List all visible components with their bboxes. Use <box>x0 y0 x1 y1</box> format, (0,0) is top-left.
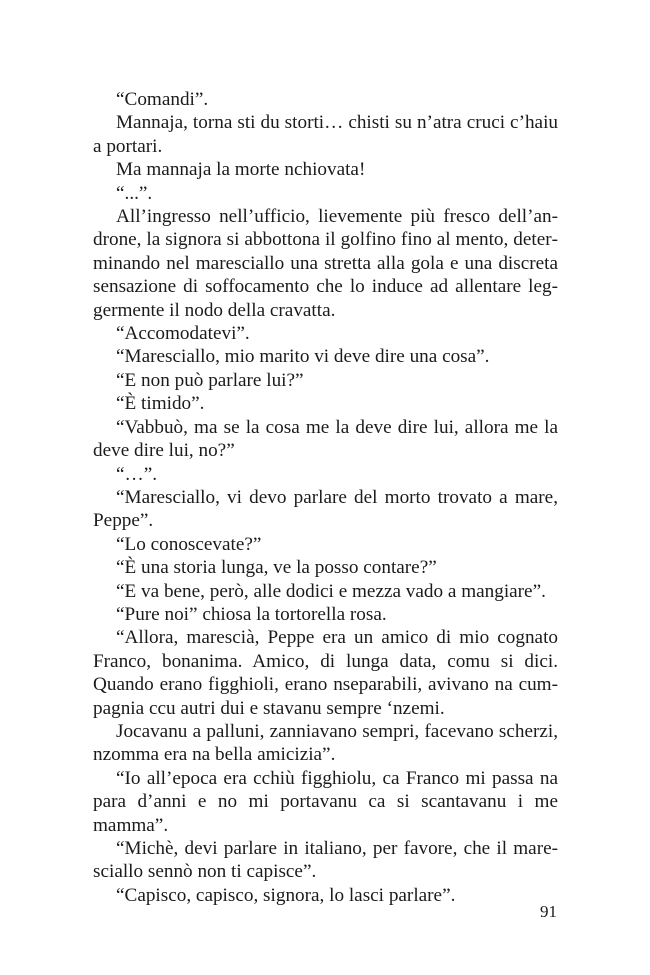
paragraph: “Io all’epoca era cchiù figghiolu, ca Franco mi passa na para d’anni e no mi portavanu ca si scantavanu i me mamma”. <box>93 767 558 836</box>
paragraph: “Maresciallo, vi devo parlare del morto trovato a mare, Peppe”. <box>93 486 558 532</box>
paragraph: “...”. <box>116 182 153 204</box>
paragraph: “Michè, devi parlare in italiano, per favore, che il maresciallo sennò non ti capisce”. <box>93 838 558 883</box>
paragraph: “E va bene, però, alle dodici e mezza vado a mangiare”. <box>116 580 546 602</box>
paragraph: “Vabbuò, ma se la cosa me la deve dire lui, allora me la deve dire lui, no?” <box>93 416 558 462</box>
paragraph: “Comandi”. <box>116 89 209 110</box>
body-text <box>93 88 558 907</box>
paragraph: “Accomodatevi”. <box>116 323 250 345</box>
paragraph: “È timido”. <box>116 393 205 415</box>
paragraph: “Capisco, capisco, signora, lo lasci parlare”. <box>116 884 456 906</box>
paragraph: Jocavanu a palluni, zanniavano sempri, facevano scherzi, nzomma era na bella amicizia”. <box>93 720 558 766</box>
paragraph: “Maresciallo, mio marito vi deve dire una cosa”. <box>116 346 490 368</box>
paragraph: “…”. <box>116 463 158 485</box>
paragraph: Mannaja, torna sti du storti… chisti su n’atra cruci c’haiu a portari. <box>93 112 558 157</box>
paragraph: “Pure noi” chiosa la tortorella rosa. <box>116 603 387 625</box>
paragraph: “È una storia lunga, ve la posso contare?” <box>116 557 437 579</box>
paragraph: Ma mannaja la morte nchiovata! <box>116 159 366 181</box>
paragraph: “E non può parlare lui?” <box>116 369 304 391</box>
paragraph: All’ingresso nell’ufficio, lievemente più fresco dell’androne, la signora si abbottona il golfino fino al mento, determinando nel maresciallo una stretta alla gola e una discreta sensazione di soffocamento che lo induce ad allentare leggermente il nodo della cravatta. <box>93 206 558 321</box>
page-number: 91 <box>540 902 557 921</box>
paragraph: “Lo conoscevate?” <box>116 533 262 555</box>
paragraph: “Allora, marescià, Peppe era un amico di mio cognato Franco, bonanima. Amico, di lunga data, comu si dici. Quando erano figghioli, erano nseparabili, avivano na cumpagnia ccu autri dui e stavanu sempre ‘nzemi. <box>93 627 558 719</box>
